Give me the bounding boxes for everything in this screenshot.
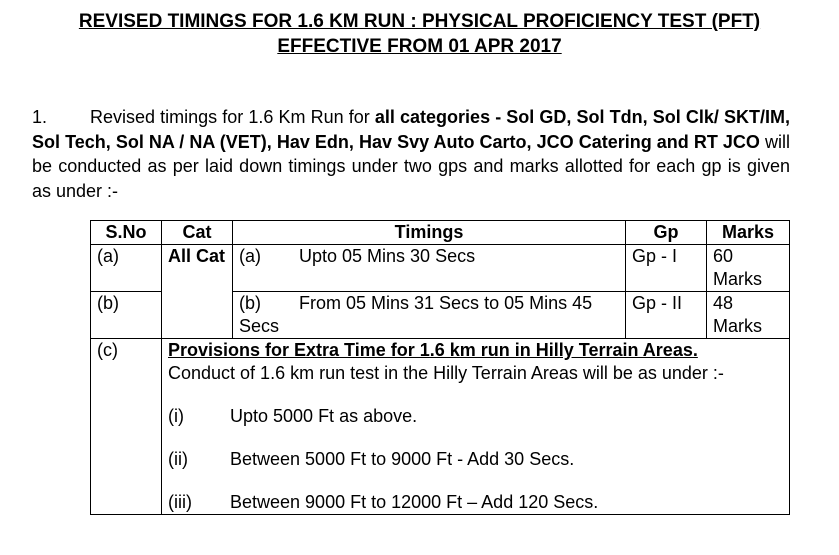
header-gp: Gp bbox=[626, 221, 707, 245]
provision-item bbox=[168, 405, 783, 428]
table-row bbox=[91, 245, 790, 292]
row-b-sno: (b) bbox=[91, 292, 162, 339]
provision-item-label: (i) bbox=[168, 406, 184, 426]
document-subtitle: EFFECTIVE FROM 01 APR 2017 bbox=[277, 36, 562, 57]
paragraph-categories: all categories - Sol GD, Sol Tdn, Sol Clk/ SKT/IM, Sol Tech, Sol NA / NA (VET), Hav Edn, Hav Svy Auto Carto, JCO Catering and RT JCO bbox=[32, 107, 790, 152]
paragraph-1 bbox=[32, 105, 790, 203]
row-a-timing-text: Upto 05 Mins 30 Secs bbox=[299, 246, 476, 266]
header-sno: S.No bbox=[91, 221, 162, 245]
provision-item-text: Between 9000 Ft to 12000 Ft – Add 120 Secs. bbox=[230, 492, 599, 512]
provision-item bbox=[168, 448, 783, 471]
row-a-timing bbox=[233, 245, 626, 292]
provision-item-text: Upto 5000 Ft as above. bbox=[230, 406, 418, 426]
provision-item-text: Between 5000 Ft to 9000 Ft - Add 30 Secs. bbox=[230, 449, 575, 469]
row-b-timing-label: (b) bbox=[239, 293, 261, 313]
header-timings: Timings bbox=[233, 221, 626, 245]
provision-text: Conduct of 1.6 km run test in the Hilly Terrain Areas will be as under :- bbox=[168, 363, 724, 383]
paragraph-intro: Revised timings for 1.6 Km Run for bbox=[90, 107, 375, 127]
header-cat: Cat bbox=[162, 221, 233, 245]
row-a-timing-label: (a) bbox=[239, 246, 261, 266]
table-header-row bbox=[91, 221, 790, 245]
row-b-gp: Gp - II bbox=[626, 292, 707, 339]
row-a-marks: 60 Marks bbox=[707, 245, 790, 292]
document-title: REVISED TIMINGS FOR 1.6 KM RUN : PHYSICAL PROFICIENCY TEST (PFT) bbox=[78, 11, 761, 32]
row-a-sno: (a) bbox=[91, 245, 162, 292]
row-a-gp: Gp - I bbox=[626, 245, 707, 292]
provision-item bbox=[168, 491, 783, 514]
header-marks: Marks bbox=[707, 221, 790, 245]
provision-item-label: (iii) bbox=[168, 492, 192, 512]
row-c-sno: (c) bbox=[91, 339, 162, 515]
paragraph-number: 1. bbox=[32, 107, 48, 127]
row-b-timing-text: From 05 Mins 31 Secs to 05 Mins 45 Secs bbox=[239, 293, 593, 336]
paragraph-rest: will be conducted as per laid down timings under two gps and marks allotted for each gp is given as under :- bbox=[32, 131, 790, 201]
table-row bbox=[91, 292, 790, 339]
row-b-timing bbox=[233, 292, 626, 339]
row-b-cat bbox=[162, 292, 233, 339]
timings-table bbox=[90, 220, 790, 515]
provision-item-label: (ii) bbox=[168, 449, 188, 469]
provision-heading: Provisions for Extra Time for 1.6 km run in Hilly Terrain Areas. bbox=[168, 340, 698, 360]
row-c-provision bbox=[162, 339, 790, 515]
table-row-provision bbox=[91, 339, 790, 515]
row-b-marks: 48 Marks bbox=[707, 292, 790, 339]
row-a-cat: All Cat bbox=[162, 245, 233, 292]
